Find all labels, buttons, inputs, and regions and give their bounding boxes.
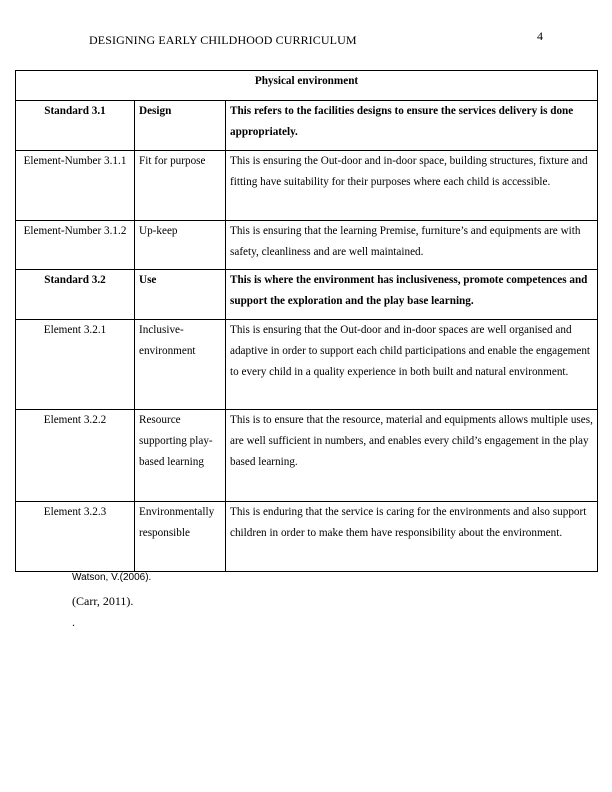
row-label: Element 3.2.2 (16, 410, 135, 502)
table-heading: Physical environment (16, 71, 598, 101)
row-label: Standard 3.1 (16, 101, 135, 151)
row-description: This is where the environment has inclusiveness, promote competences and support the exploration and the play base learning. (226, 270, 598, 320)
row-label: Element 3.2.1 (16, 320, 135, 410)
row-label: Element-Number 3.1.1 (16, 151, 135, 221)
row-label: Standard 3.2 (16, 270, 135, 320)
table-row (16, 502, 598, 572)
row-category: Environmentally responsible (135, 502, 226, 572)
table-row (16, 221, 598, 270)
physical-environment-table (15, 70, 598, 572)
row-category: Design (135, 101, 226, 151)
row-description: This is enduring that the service is caring for the environments and also support children in order to make them have responsibility about the environment. (226, 502, 598, 572)
running-header-title: DESIGNING EARLY CHILDHOOD CURRICULUM (89, 33, 357, 47)
row-category: Resource supporting play-based learning (135, 410, 226, 502)
table-row (16, 101, 598, 151)
row-label: Element-Number 3.1.2 (16, 221, 135, 270)
row-category: Up-keep (135, 221, 226, 270)
table-heading-row (16, 71, 598, 101)
row-description: This is to ensure that the resource, material and equipments allows multiple uses, are well sufficient in numbers, and enables every child’s engagement in the play based learning. (226, 410, 598, 502)
row-category: Fit for purpose (135, 151, 226, 221)
table-row (16, 270, 598, 320)
trailing-period: . (72, 615, 75, 629)
row-label: Element 3.2.3 (16, 502, 135, 572)
row-description: This is ensuring that the learning Premise, furniture’s and equipments are with safety, cleanliness and are well maintained. (226, 221, 598, 270)
row-description: This is ensuring the Out-door and in-door space, building structures, fixture and fitting have suitability for their purposes where each child is accessible. (226, 151, 598, 221)
row-category: Inclusive-environment (135, 320, 226, 410)
table-row (16, 151, 598, 221)
row-description: This refers to the facilities designs to ensure the services delivery is done appropriately. (226, 101, 598, 151)
reference-watson: Watson, V.(2006). (72, 572, 152, 583)
table-row (16, 320, 598, 410)
table-row (16, 410, 598, 502)
row-category: Use (135, 270, 226, 320)
reference-carr: (Carr, 2011). (72, 594, 134, 608)
page-number: 4 (537, 29, 543, 43)
row-description: This is ensuring that the Out-door and in-door spaces are well organised and adaptive in order to support each child participations and enable the engagement to every child in a quality experience in both built and natural environment. (226, 320, 598, 410)
